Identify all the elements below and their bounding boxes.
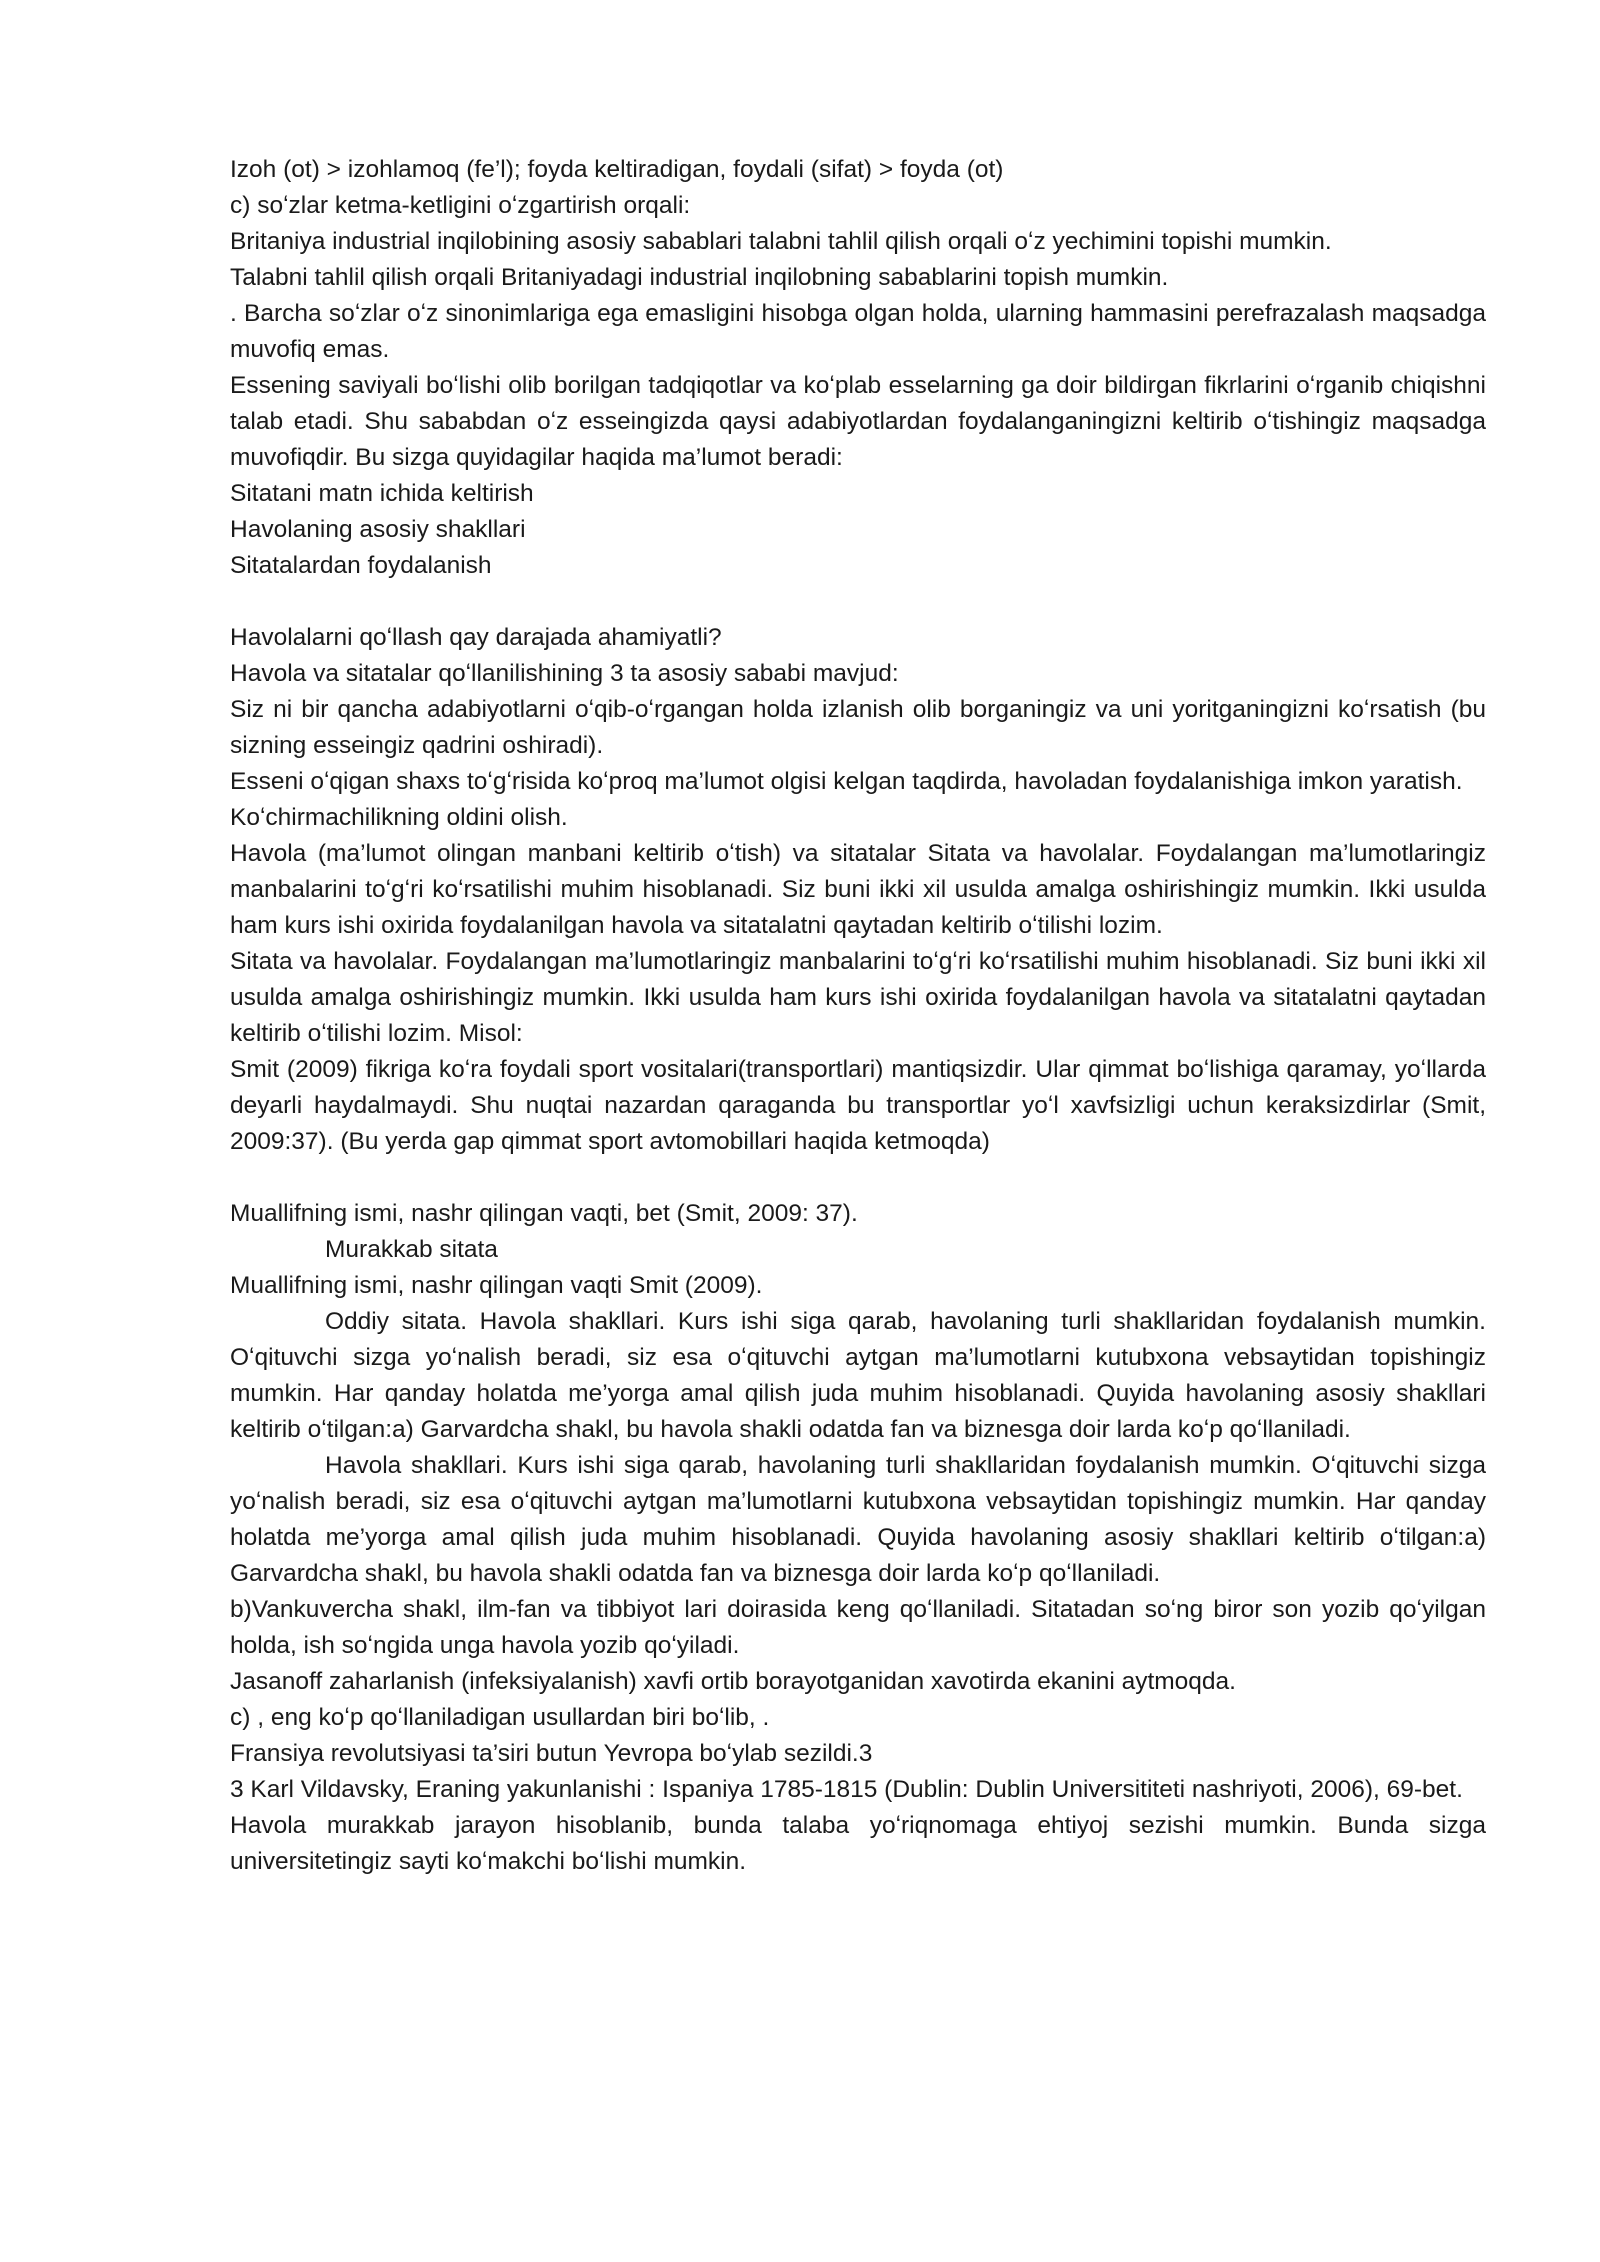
paragraph: . Barcha soʻzlar oʻz sinonimlariga ega emasligini hisobga olgan holda, ularning hammasini perefrazalash maqsadga muvofiq emas. [230,300,1486,363]
list-item: Sitatalardan foydalanish [230,552,492,579]
list-item: Havolaning asosiy shakllari [230,516,526,543]
paragraph: Havola shakllari. Kurs ishi siga qarab, havolaning turli shakllaridan foydalanish mumkin. Oʻqituvchi sizga yoʻnalish beradi, siz esa oʻqituvchi aytgan ma’lumotlarni kutubxona vebsaytidan topishingiz mumkin. Har qanday holatda me’yorga amal qilish juda muhim hisoblanadi. Quyida havolaning asosiy shakllari keltirib oʻtilgan:a) Garvardcha shakl, bu havola shakli odatda fan va biznesga doir larda koʻp qoʻllaniladi. [230,1452,1486,1587]
paragraph: Smit (2009) fikriga koʻra foydali sport vositalari(transportlari) mantiqsizdir. Ular qimmat boʻlishiga qaramay, yoʻllarda deyarli haydalmaydi. Shu nuqtai nazardan qaraganda bu transportlar yoʻl xavfsizligi uchun keraksizdirlar (Smit, 2009:37). (Bu yerda gap qimmat sport avtomobillari haqida ketmoqda) [230,1056,1486,1155]
paragraph: Sitata va havolalar. Foydalangan ma’lumotlaringiz manbalarini toʻgʻri koʻrsatilishi muhim hisoblanadi. Siz buni ikki xil usulda amalga oshirishingiz mumkin. Ikki usulda ham kurs ishi oxirida foydalanilgan havola va sitatalatni qaytadan keltirib oʻtilishi lozim. Misol: [230,948,1486,1047]
paragraph: Essening saviyali boʻlishi olib borilgan tadqiqotlar va koʻplab esselarning ga doir bildirgan fikrlarini oʻrganib chiqishni talab etadi. Shu sababdan oʻz esseingizda qaysi adabiyotlardan foydalanganingizni keltirib oʻtishingiz maqsadga muvofiqdir. Bu sizga quyidagilar haqida ma’lumot beradi: [230,372,1486,471]
paragraph: Havola va sitatalar qoʻllanilishining 3 ta asosiy sababi mavjud: [230,660,899,687]
list-item: Koʻchirmachilikning oldini olish. [230,804,568,831]
paragraph: Britaniya industrial inqilobining asosiy sabablari talabni tahlil qilish orqali oʻz yechimini topishi mumkin. [230,228,1332,255]
list-item: Esseni oʻqigan shaxs toʻgʻrisida koʻproq ma’lumot olgisi kelgan taqdirda, havoladan foydalanishiga imkon yaratish. [230,768,1463,795]
footnote: 3 Karl Vildavsky, Eraning yakunlanishi : Ispaniya 1785-1815 (Dublin: Dublin Universititeti nashriyoti, 2006), 69-bet. [230,1776,1463,1803]
paragraph: c) soʻzlar ketma-ketligini oʻzgartirish orqali: [230,192,691,219]
list-item: Sitatani matn ichida keltirish [230,480,534,507]
blank-line [230,1160,1486,1196]
paragraph: Muallifning ismi, nashr qilingan vaqti Smit (2009). [230,1272,763,1299]
paragraph: Murakkab sitata [325,1236,498,1263]
paragraph: Havola murakkab jarayon hisoblanib, bunda talaba yoʻriqnomaga ehtiyoj sezishi mumkin. Bunda sizga universitetingiz sayti koʻmakchi boʻlishi mumkin. [230,1812,1486,1875]
paragraph: Fransiya revolutsiyasi ta’siri butun Yevropa boʻylab sezildi.3 [230,1740,873,1767]
paragraph: Izoh (ot) > izohlamoq (fe’l); foyda keltiradigan, foydali (sifat) > foyda (ot) [230,156,1004,183]
section-heading: Havolalarni qoʻllash qay darajada ahamiyatli? [230,624,722,651]
list-item: Siz ni bir qancha adabiyotlarni oʻqib-oʻrgangan holda izlanish olib borganingiz va uni yoritganingizni koʻrsatish (bu sizning esseingiz qadrini oshiradi). [230,696,1486,759]
paragraph: Muallifning ismi, nashr qilingan vaqti, bet (Smit, 2009: 37). [230,1200,858,1227]
paragraph: Havola (ma’lumot olingan manbani keltirib oʻtish) va sitatalar Sitata va havolalar. Foydalangan ma’lumotlaringiz manbalarini toʻgʻri koʻrsatilishi muhim hisoblanadi. Siz buni ikki xil usulda amalga oshirishingiz mumkin. Ikki usulda ham kurs ishi oxirida foydalanilgan havola va sitatalatni qaytadan keltirib oʻtilishi lozim. [230,840,1486,939]
document-body [230,152,1486,1880]
blank-line [230,584,1486,620]
paragraph: Oddiy sitata. Havola shakllari. Kurs ishi siga qarab, havolaning turli shakllaridan foydalanish mumkin. Oʻqituvchi sizga yoʻnalish beradi, siz esa oʻqituvchi aytgan ma’lumotlarni kutubxona vebsaytidan topishingiz mumkin. Har qanday holatda me’yorga amal qilish juda muhim hisoblanadi. Quyida havolaning asosiy shakllari keltirib oʻtilgan:a) Garvardcha shakl, bu havola shakli odatda fan va biznesga doir larda koʻp qoʻllaniladi. [230,1308,1486,1443]
paragraph: Talabni tahlil qilish orqali Britaniyadagi industrial inqilobning sabablarini topish mumkin. [230,264,1169,291]
paragraph: c) , eng koʻp qoʻllaniladigan usullardan biri boʻlib, . [230,1704,770,1731]
paragraph: b)Vankuvercha shakl, ilm-fan va tibbiyot lari doirasida keng qoʻllaniladi. Sitatadan soʻng biror son yozib qoʻyilgan holda, ish soʻngida unga havola yozib qoʻyiladi. [230,1596,1486,1659]
paragraph: Jasanoff zaharlanish (infeksiyalanish) xavfi ortib borayotganidan xavotirda ekanini aytmoqda. [230,1668,1236,1695]
